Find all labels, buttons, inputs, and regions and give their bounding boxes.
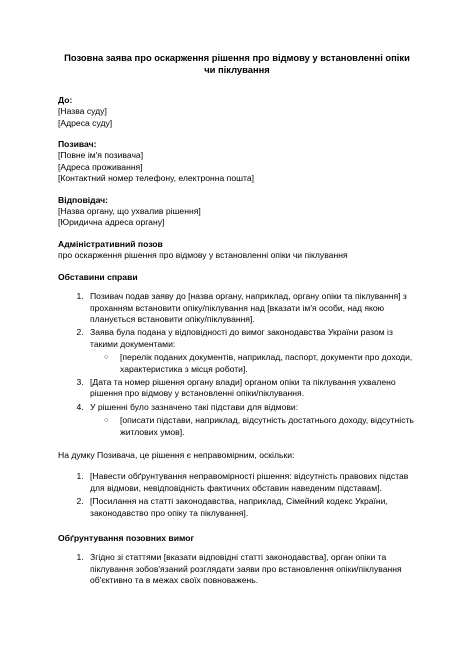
list-item: 1. Згідно зі статтями [вказати відповідні статті законодавства], орган опіки та піклування зобов'язаний розглядати заяви про встановлення опіки/піклування об'єктивно та в межах своїх повноважень. [86, 552, 416, 586]
list-item: 2. [Посилання на статті законодавства, наприклад, Сімейний кодекс України, законодавство про опіку та піклування]. [86, 496, 416, 519]
court-label: До: [58, 94, 73, 105]
opinion-text: На думку Позивача, це рішення є неправомірним, оскільки: [58, 449, 295, 460]
claim-text: про оскарження рішення про відмову у встановленні опіки чи піклування [58, 250, 348, 261]
court-block [58, 95, 416, 129]
justification-heading: Обґрунтування позовних вимог [58, 533, 195, 543]
circumstances-list [58, 291, 416, 438]
plaintiff-name: [Повне ім'я позивача] [58, 150, 144, 161]
documents-sublist [90, 352, 416, 375]
claim-block [58, 239, 416, 262]
list-item [86, 291, 416, 325]
list-item [86, 402, 416, 438]
plaintiff-contacts: [Контактний номер телефону, електронна пошта] [58, 173, 255, 184]
sub-list-item: ○ [описати підстави, наприклад, відсутність достатнього доходу, відсутність житлових умов]. [118, 415, 416, 438]
list-item-text: У рішенні було зазначено такі підстави для відмови: [90, 401, 299, 412]
document-title: Позовна заява про оскарження рішення про відмову у встановленні опіки чи піклування [64, 52, 410, 76]
court-address: [Адреса суду] [58, 117, 113, 128]
defendant-name: [Назва органу, що ухвалив рішення] [58, 206, 201, 217]
reasons-sublist [90, 415, 416, 438]
defendant-label: Відповідач: [58, 194, 109, 205]
plaintiff-label: Позивач: [58, 139, 97, 150]
defendant-block [58, 195, 416, 229]
list-item-text: Заява була подана у відповідності до вимог законодавства України разом із такими документами: [90, 327, 393, 349]
plaintiff-address: [Адреса проживання] [58, 161, 143, 172]
claim-heading: Адміністративний позов [58, 238, 163, 249]
list-item: 1. [Навести обґрунтування неправомірності рішення: відсутність правових підстав для відмови, невідповідність фактичних обставин наведеним підставам]. [86, 471, 416, 494]
justification-list [58, 552, 416, 586]
defendant-address: [Юридична адреса органу] [58, 217, 165, 228]
list-item [86, 327, 416, 375]
circumstances-heading: Обставини справи [58, 271, 138, 282]
list-item [86, 377, 416, 400]
opinion-list [58, 471, 416, 519]
court-name: [Назва суду] [58, 106, 107, 117]
sub-list-item: ○ [перелік поданих документів, наприклад, паспорт, документи про доходи, характеристика з місця роботи]. [118, 352, 416, 375]
list-item-text: [Дата та номер рішення органу влади] органом опіки та піклування ухвалено рішення про відмову у встановленні опіки/піклування. [90, 376, 396, 399]
plaintiff-block [58, 139, 416, 185]
list-item-text: Позивач подав заяву до [назва органу, наприклад, органу опіки та піклування] з проханням встановити опіку/піклування над [вказати ім'я особи, над якою планується встановити опіку/піклування]. [90, 291, 407, 324]
